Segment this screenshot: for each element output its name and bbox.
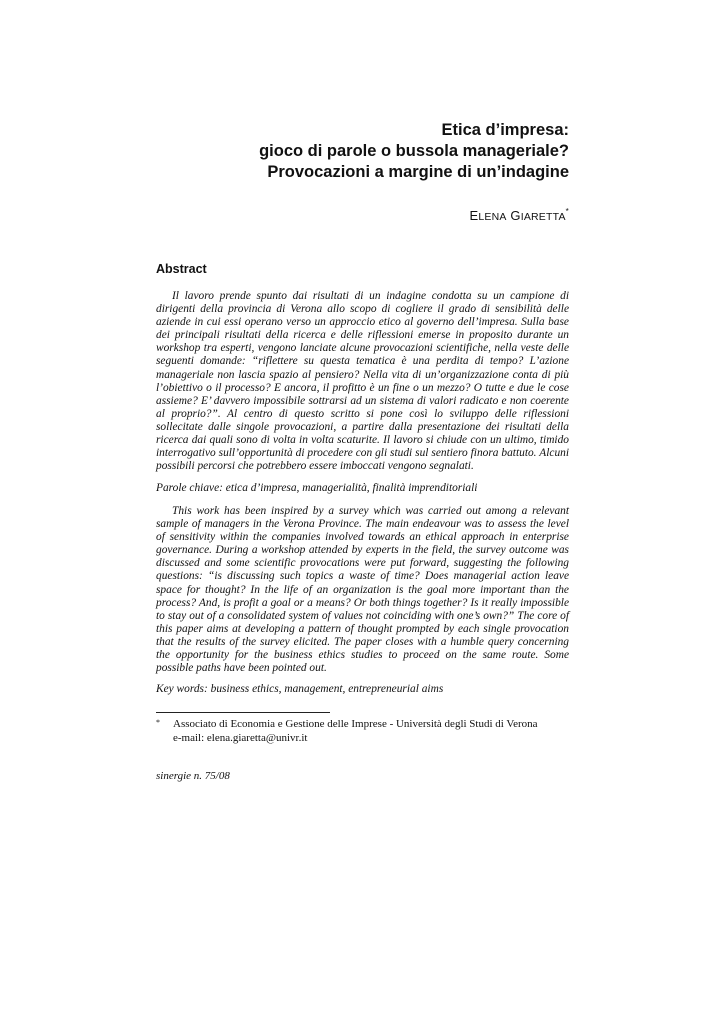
author-last-initial: G [510, 208, 521, 223]
journal-reference: sinergie n. 75/08 [156, 770, 230, 782]
footnote-affiliation: Associato di Economia e Gestione delle Imprese - Università degli Studi di Verona [173, 718, 538, 730]
title-line-2: gioco di parole o bussola manageriale? [259, 142, 569, 160]
author-footnote-mark: * [565, 207, 569, 216]
author-last-rest: IARETTA [520, 211, 566, 223]
parole-chiave: Parole chiave: etica d’impresa, managerialità, finalità imprenditoriali [156, 482, 478, 494]
author-name [156, 207, 569, 223]
key-words: Key words: business ethics, management, entrepreneurial aims [156, 683, 444, 695]
author-first-rest: LENA [478, 211, 507, 223]
footnote-email: e-mail: elena.giaretta@univr.it [173, 731, 308, 744]
footnote-divider [156, 712, 330, 713]
footnote [156, 718, 569, 745]
title-line-3: Provocazioni a margine di un’indagine [267, 163, 569, 181]
footnote-mark: * [156, 718, 160, 727]
abstract-italian: Il lavoro prende spunto dai risultati di un indagine condotta su un campione di dirigenti della provincia di Verona allo scopo di cogliere il grado di sensibilità delle aziende in cui essi operano verso un approccio etico al governo dell’impresa. Sulla base dei principali risultati della ricerca e delle riflessioni emerse in proposito durante un workshop tra esperti, vengono lanciate alcune provocazioni scientifiche, nella veste delle seguenti domande: “riflettere su questa tematica è una perdita di tempo? L’azione manageriale non lascia spazio al pensiero? Nella vita di un’organizzazione conta di più l’obiettivo o il processo? E ancora, il profitto è un fine o un mezzo? O tutte e due le cose assieme? E’ davvero impossibile sottrarsi ad un sistema di valori radicato e non coerente al proprio?”. Al centro di questo scritto si pone così lo sviluppo delle riflessioni sollecitate dalle singole provocazioni, a partire dalla presentazione dei risultati della ricerca dai quali sono di volta in volta scaturite. Il lavoro si chiude con un ultimo, timido interrogativo sull’opportunità di procedere con gli studi sul sentiero finora battuto. Alcuni possibili percorsi che potrebbero essere imboccati vengono segnalati. [156, 290, 569, 473]
title-line-1: Etica d’impresa: [441, 121, 569, 139]
paper-title [156, 120, 569, 183]
author-first-initial: E [469, 208, 479, 223]
abstract-english: This work has been inspired by a survey which was carried out among a relevant sample of managers in the Verona Province. The main endeavour was to assess the level of sensitivity within the companies involved towards an ethical approach in enterprise governance. During a workshop attended by experts in the field, the survey outcome was discussed and some scientific provocations were put forward, suggesting the following questions: “is discussing such topics a waste of time? Does managerial action leave space for thought? In the life of an organization is the goal more important than the process? And, is profit a goal or a means? Or both things together? Is it really impossible to stay out of a consolidated system of values not coinciding with one’s own?” The core of this paper aims at developing a pattern of thought prompted by each single provocation that the results of the survey elicited. The paper closes with a humble query concerning the opportunity for the business ethics studies to proceed on the same route. Some possible paths have been pointed out. [156, 505, 569, 675]
abstract-heading: Abstract [156, 262, 207, 276]
